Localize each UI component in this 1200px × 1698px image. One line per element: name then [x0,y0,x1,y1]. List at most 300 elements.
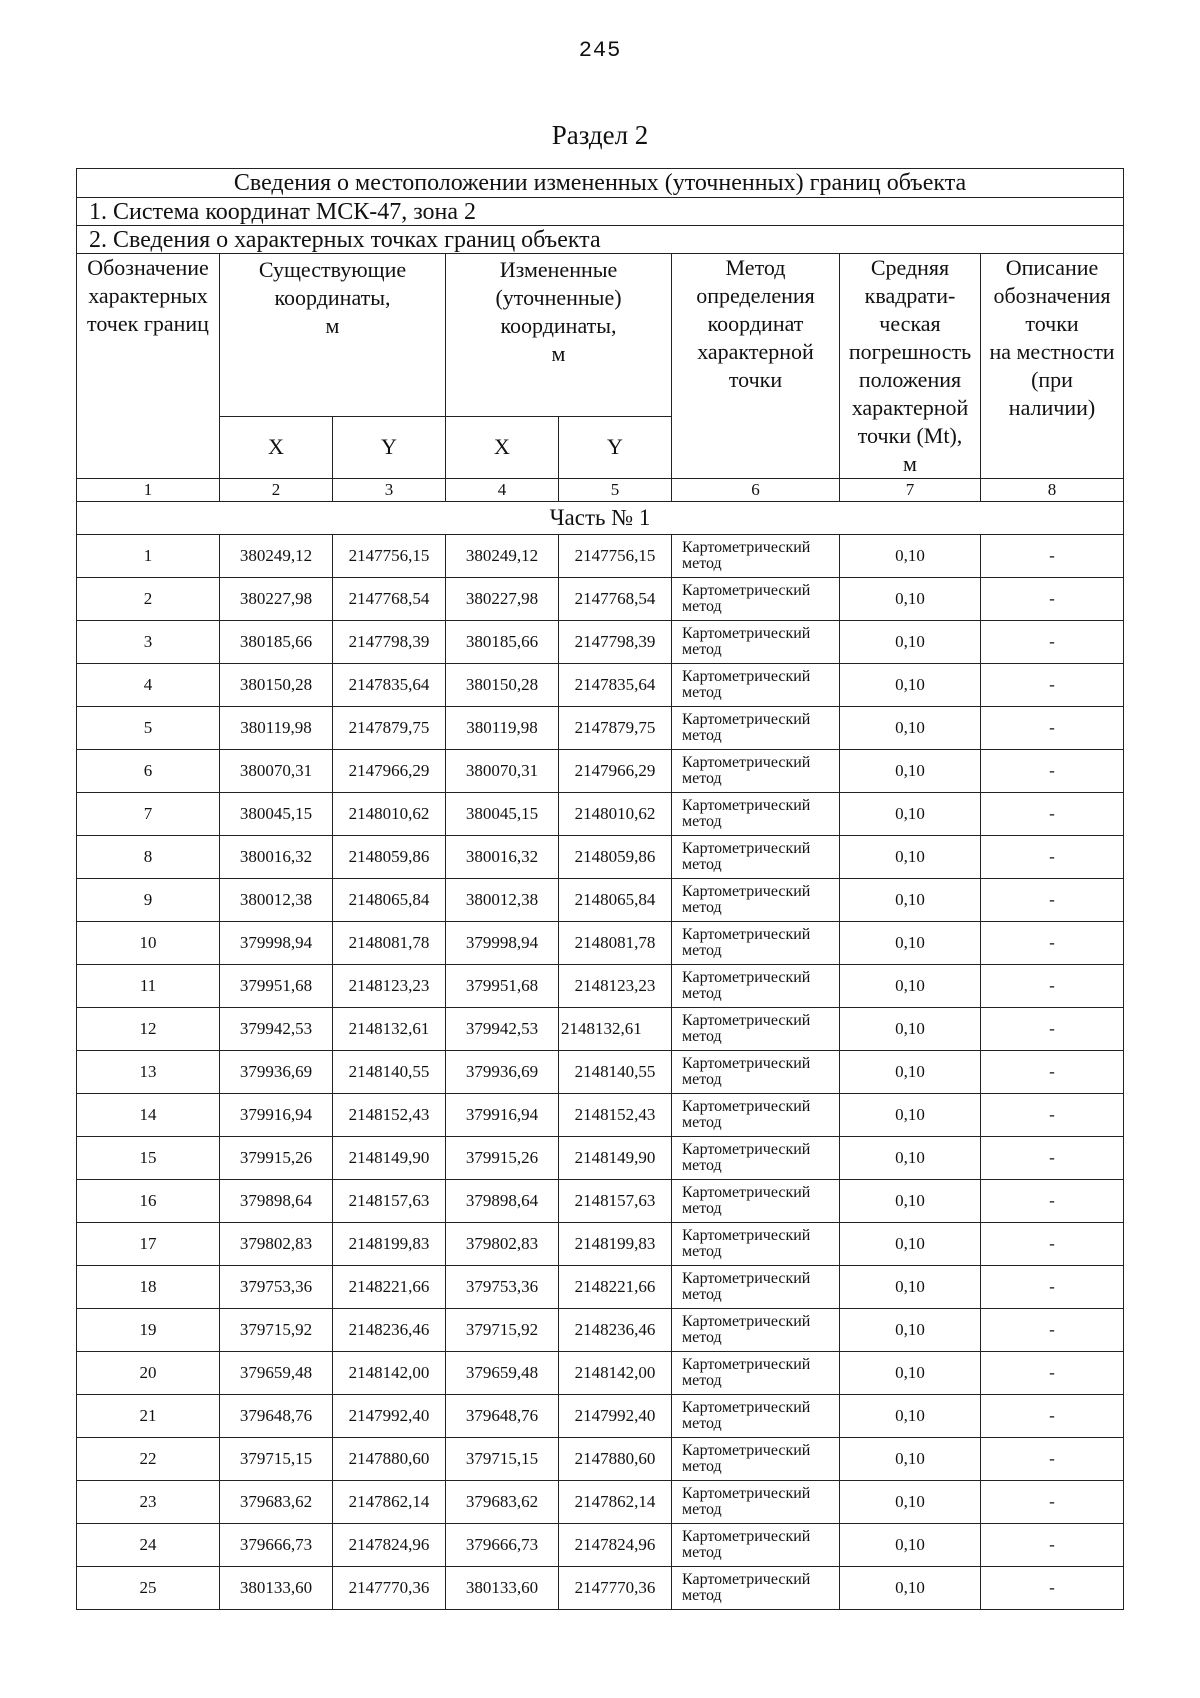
error-mt-cell: 0,10 [840,1223,981,1266]
method-cell [672,1352,840,1395]
point-number-cell: 19 [77,1309,220,1352]
existing-x-cell: 380185,66 [220,621,333,664]
changed-y-cell: 2147770,36 [559,1567,672,1610]
table-row [77,578,1124,621]
existing-y-cell: 2148152,43 [333,1094,446,1137]
table-row [77,965,1124,1008]
header-existing [220,254,446,417]
method-line: Картометрический [682,1399,811,1416]
method-line: Картометрический [682,539,811,556]
error-mt-cell: 0,10 [840,664,981,707]
method-cell [672,1309,840,1352]
header-error [840,254,981,479]
method-line: метод [682,985,722,1002]
description-cell: - [981,1137,1124,1180]
method-cell [672,836,840,879]
changed-x-cell: 380185,66 [446,621,559,664]
column-number: 5 [559,479,672,502]
description-cell: - [981,1008,1124,1051]
point-number-cell: 21 [77,1395,220,1438]
changed-y-cell: 2148221,66 [559,1266,672,1309]
method-line: Картометрический [682,1356,811,1373]
method-cell [672,965,840,1008]
header-changed [446,254,672,417]
changed-x-cell: 379715,92 [446,1309,559,1352]
description-cell: - [981,1395,1124,1438]
method-cell [672,922,840,965]
changed-y-cell: 2148157,63 [559,1180,672,1223]
existing-y-cell: 2147798,39 [333,621,446,664]
error-mt-cell: 0,10 [840,578,981,621]
table-row [77,1008,1124,1051]
column-number: 1 [77,479,220,502]
error-mt-cell: 0,10 [840,793,981,836]
point-number-cell: 3 [77,621,220,664]
header-line: точек границ [87,311,209,336]
existing-y-cell: 2148010,62 [333,793,446,836]
method-line: метод [682,813,722,830]
changed-x-cell: 379951,68 [446,965,559,1008]
changed-y-cell: 2147880,60 [559,1438,672,1481]
changed-x-cell: 380016,32 [446,836,559,879]
description-cell: - [981,1567,1124,1610]
description-cell: - [981,793,1124,836]
error-mt-cell: 0,10 [840,965,981,1008]
existing-x-cell: 380133,60 [220,1567,333,1610]
method-line: метод [682,1071,722,1088]
description-cell: - [981,1180,1124,1223]
table-row [77,707,1124,750]
existing-x-cell: 379915,26 [220,1137,333,1180]
changed-x-cell: 379936,69 [446,1051,559,1094]
column-numbers-row [77,479,1124,502]
header-line: на местности [989,339,1115,364]
header-changed-x: X [446,416,559,478]
header-existing-y: Y [333,416,446,478]
changed-y-cell: 2148132,61 [559,1008,672,1051]
header-line: координаты, [274,285,391,310]
point-number-cell: 17 [77,1223,220,1266]
existing-y-cell: 2147879,75 [333,707,446,750]
header-line: наличии) [1008,395,1096,420]
error-mt-cell: 0,10 [840,1180,981,1223]
table-row [77,1438,1124,1481]
changed-y-cell: 2148123,23 [559,965,672,1008]
table-row [77,750,1124,793]
table-row [77,535,1124,578]
table-row [77,1223,1124,1266]
method-cell [672,1567,840,1610]
method-line: Картометрический [682,1528,811,1545]
method-line: Картометрический [682,1141,811,1158]
error-mt-cell: 0,10 [840,1008,981,1051]
error-mt-cell: 0,10 [840,1309,981,1352]
error-mt-cell: 0,10 [840,1266,981,1309]
method-line: метод [682,684,722,701]
changed-x-cell: 379802,83 [446,1223,559,1266]
description-cell: - [981,1352,1124,1395]
header-line: ческая [879,311,941,336]
existing-y-cell: 2147824,96 [333,1524,446,1567]
existing-y-cell: 2148140,55 [333,1051,446,1094]
method-line: Картометрический [682,1227,811,1244]
table-row [77,879,1124,922]
changed-y-cell: 2148149,90 [559,1137,672,1180]
method-cell [672,578,840,621]
table-row [77,621,1124,664]
points-info: 2. Сведения о характерных точках границ объекта [77,226,1124,254]
method-line: метод [682,1286,722,1303]
changed-x-cell: 380150,28 [446,664,559,707]
description-cell: - [981,1481,1124,1524]
method-line: метод [682,770,722,787]
header-line: м [325,313,340,338]
error-mt-cell: 0,10 [840,535,981,578]
error-mt-cell: 0,10 [840,1567,981,1610]
point-number-cell: 25 [77,1567,220,1610]
existing-y-cell: 2148236,46 [333,1309,446,1352]
changed-y-cell: 2147756,15 [559,535,672,578]
changed-x-cell: 380119,98 [446,707,559,750]
existing-x-cell: 379942,53 [220,1008,333,1051]
table-row [77,1180,1124,1223]
table-row [77,1051,1124,1094]
existing-y-cell: 2148199,83 [333,1223,446,1266]
existing-x-cell: 379951,68 [220,965,333,1008]
changed-x-cell: 380012,38 [446,879,559,922]
header-line: точки [728,367,783,392]
description-cell: - [981,965,1124,1008]
error-mt-cell: 0,10 [840,1438,981,1481]
header-line: точки (Mt), [857,423,963,448]
method-cell [672,621,840,664]
header-line: Средняя [870,255,950,280]
method-cell [672,664,840,707]
table-title: Сведения о местоположении измененных (уточненных) границ объекта [77,169,1124,198]
description-cell: - [981,879,1124,922]
method-line: Картометрический [682,1571,811,1588]
changed-x-cell: 379998,94 [446,922,559,965]
description-cell: - [981,1524,1124,1567]
existing-y-cell: 2148221,66 [333,1266,446,1309]
header-line: м [903,451,917,476]
changed-y-cell: 2147966,29 [559,750,672,793]
existing-x-cell: 380070,31 [220,750,333,793]
header-description [981,254,1124,479]
method-line: метод [682,1200,722,1217]
method-cell [672,1481,840,1524]
description-cell: - [981,578,1124,621]
existing-y-cell: 2148065,84 [333,879,446,922]
method-line: Картометрический [682,1184,811,1201]
existing-y-cell: 2147756,15 [333,535,446,578]
method-line: метод [682,1329,722,1346]
changed-y-cell: 2148059,86 [559,836,672,879]
existing-x-cell: 380150,28 [220,664,333,707]
method-line: Картометрический [682,1270,811,1287]
description-cell: - [981,836,1124,879]
changed-x-cell: 379916,94 [446,1094,559,1137]
changed-y-cell: 2148010,62 [559,793,672,836]
table-row [77,1094,1124,1137]
changed-y-cell: 2148142,00 [559,1352,672,1395]
method-cell [672,1266,840,1309]
method-cell [672,1438,840,1481]
changed-x-cell: 379683,62 [446,1481,559,1524]
method-line: метод [682,555,722,572]
method-cell [672,1051,840,1094]
method-line: метод [682,727,722,744]
header-line: определения [696,283,815,308]
existing-y-cell: 2148132,61 [333,1008,446,1051]
table-row [77,793,1124,836]
method-line: метод [682,1544,722,1561]
header-line: (уточненные) [495,285,622,310]
changed-x-cell: 379942,53 [446,1008,559,1051]
method-line: метод [682,1157,722,1174]
existing-x-cell: 380249,12 [220,535,333,578]
description-cell: - [981,1051,1124,1094]
error-mt-cell: 0,10 [840,922,981,965]
method-line: метод [682,598,722,615]
header-line: обозначения [993,283,1111,308]
method-line: метод [682,1587,722,1604]
existing-y-cell: 2147768,54 [333,578,446,621]
method-cell [672,750,840,793]
method-line: Картометрический [682,668,811,685]
changed-x-cell: 380133,60 [446,1567,559,1610]
method-line: Картометрический [682,840,811,857]
changed-y-cell: 2148236,46 [559,1309,672,1352]
existing-x-cell: 379715,92 [220,1309,333,1352]
method-line: Картометрический [682,1313,811,1330]
changed-x-cell: 379915,26 [446,1137,559,1180]
error-mt-cell: 0,10 [840,1524,981,1567]
column-number: 4 [446,479,559,502]
header-method [672,254,840,479]
method-line: Картометрический [682,582,811,599]
column-number: 2 [220,479,333,502]
header-line: квадрати- [864,283,956,308]
error-mt-cell: 0,10 [840,1481,981,1524]
table-row [77,1395,1124,1438]
header-line: Измененные [499,257,618,282]
existing-x-cell: 379998,94 [220,922,333,965]
method-line: метод [682,1415,722,1432]
table-row [77,1137,1124,1180]
existing-x-cell: 379666,73 [220,1524,333,1567]
existing-x-cell: 379683,62 [220,1481,333,1524]
existing-y-cell: 2147992,40 [333,1395,446,1438]
point-number-cell: 6 [77,750,220,793]
existing-x-cell: 379715,15 [220,1438,333,1481]
point-number-cell: 18 [77,1266,220,1309]
existing-x-cell: 379648,76 [220,1395,333,1438]
table-row [77,836,1124,879]
point-number-cell: 8 [77,836,220,879]
section-title: Раздел 2 [551,120,649,150]
changed-y-cell: 2147879,75 [559,707,672,750]
error-mt-cell: 0,10 [840,836,981,879]
error-mt-cell: 0,10 [840,1352,981,1395]
changed-x-cell: 379715,15 [446,1438,559,1481]
point-number-cell: 16 [77,1180,220,1223]
existing-x-cell: 379898,64 [220,1180,333,1223]
description-cell: - [981,922,1124,965]
method-line: Картометрический [682,754,811,771]
method-line: Картометрический [682,625,811,642]
existing-x-cell: 380227,98 [220,578,333,621]
header-line: погрешность [848,339,972,364]
description-cell: - [981,1094,1124,1137]
method-line: Картометрический [682,711,811,728]
description-cell: - [981,1266,1124,1309]
error-mt-cell: 0,10 [840,1395,981,1438]
method-line: Картометрический [682,1055,811,1072]
point-number-cell: 14 [77,1094,220,1137]
changed-y-cell: 2148140,55 [559,1051,672,1094]
method-cell [672,1008,840,1051]
method-line: метод [682,1458,722,1475]
existing-y-cell: 2147770,36 [333,1567,446,1610]
method-line: метод [682,1028,722,1045]
table-row [77,1352,1124,1395]
header-line: характерной [851,395,969,420]
existing-y-cell: 2147966,29 [333,750,446,793]
header-line: Метод [725,255,786,280]
point-number-cell: 11 [77,965,220,1008]
description-cell: - [981,1223,1124,1266]
error-mt-cell: 0,10 [840,1137,981,1180]
method-line: Картометрический [682,1098,811,1115]
method-cell [672,793,840,836]
method-line: Картометрический [682,969,811,986]
changed-x-cell: 379898,64 [446,1180,559,1223]
point-number-cell: 1 [77,535,220,578]
description-cell: - [981,535,1124,578]
point-number-cell: 12 [77,1008,220,1051]
changed-x-cell: 379659,48 [446,1352,559,1395]
changed-x-cell: 380249,12 [446,535,559,578]
boundary-points-table [76,168,1124,1610]
changed-x-cell: 380070,31 [446,750,559,793]
method-line: Картометрический [682,883,811,900]
description-cell: - [981,664,1124,707]
existing-y-cell: 2147880,60 [333,1438,446,1481]
point-number-cell: 10 [77,922,220,965]
header-line: положения [858,367,962,392]
changed-x-cell: 379666,73 [446,1524,559,1567]
existing-x-cell: 380016,32 [220,836,333,879]
error-mt-cell: 0,10 [840,1094,981,1137]
existing-x-cell: 379659,48 [220,1352,333,1395]
changed-y-cell: 2148081,78 [559,922,672,965]
header-line: Обозначение [87,255,209,280]
existing-x-cell: 380119,98 [220,707,333,750]
header-changed-y: Y [559,416,672,478]
description-cell: - [981,1309,1124,1352]
existing-x-cell: 379753,36 [220,1266,333,1309]
changed-x-cell: 380227,98 [446,578,559,621]
table-row [77,1481,1124,1524]
existing-y-cell: 2147862,14 [333,1481,446,1524]
header-designation [77,254,220,479]
table-row [77,664,1124,707]
header-line: характерной [697,339,814,364]
existing-y-cell: 2148142,00 [333,1352,446,1395]
header-line: точки [1025,311,1079,336]
changed-y-cell: 2147768,54 [559,578,672,621]
existing-y-cell: 2148059,86 [333,836,446,879]
point-number-cell: 5 [77,707,220,750]
description-cell: - [981,621,1124,664]
existing-y-cell: 2147835,64 [333,664,446,707]
method-cell [672,1094,840,1137]
point-number-cell: 22 [77,1438,220,1481]
changed-y-cell: 2147824,96 [559,1524,672,1567]
changed-y-cell: 2148152,43 [559,1094,672,1137]
header-existing-x: X [220,416,333,478]
header-line: Описание [1005,255,1099,280]
page-number: 245 [578,38,622,63]
point-number-cell: 24 [77,1524,220,1567]
point-number-cell: 9 [77,879,220,922]
existing-x-cell: 380012,38 [220,879,333,922]
point-number-cell: 20 [77,1352,220,1395]
point-number-cell: 4 [77,664,220,707]
error-mt-cell: 0,10 [840,750,981,793]
column-number: 6 [672,479,840,502]
changed-y-cell: 2147992,40 [559,1395,672,1438]
point-number-cell: 23 [77,1481,220,1524]
table-row [77,1524,1124,1567]
method-cell [672,1395,840,1438]
method-line: Картометрический [682,1442,811,1459]
method-line: метод [682,1501,722,1518]
error-mt-cell: 0,10 [840,707,981,750]
method-cell [672,1180,840,1223]
column-number: 7 [840,479,981,502]
method-cell [672,707,840,750]
method-line: метод [682,1243,722,1260]
table-row [77,1309,1124,1352]
description-cell: - [981,707,1124,750]
error-mt-cell: 0,10 [840,879,981,922]
existing-x-cell: 379802,83 [220,1223,333,1266]
method-cell [672,1524,840,1567]
method-line: Картометрический [682,926,811,943]
changed-y-cell: 2148065,84 [559,879,672,922]
method-cell [672,1137,840,1180]
point-number-cell: 2 [77,578,220,621]
method-line: метод [682,1114,722,1131]
method-line: метод [682,942,722,959]
header-line: координат [707,311,804,336]
method-line: Картометрический [682,1012,811,1029]
header-line: (при [1031,367,1073,392]
method-line: метод [682,1372,722,1389]
table-row [77,922,1124,965]
header-line: характерных [88,283,208,308]
header-line: м [551,341,566,366]
method-line: метод [682,641,722,658]
method-line: метод [682,899,722,916]
existing-y-cell: 2148157,63 [333,1180,446,1223]
description-cell: - [981,1438,1124,1481]
part-label: Часть № 1 [77,502,1124,535]
changed-y-cell: 2148199,83 [559,1223,672,1266]
existing-x-cell: 380045,15 [220,793,333,836]
